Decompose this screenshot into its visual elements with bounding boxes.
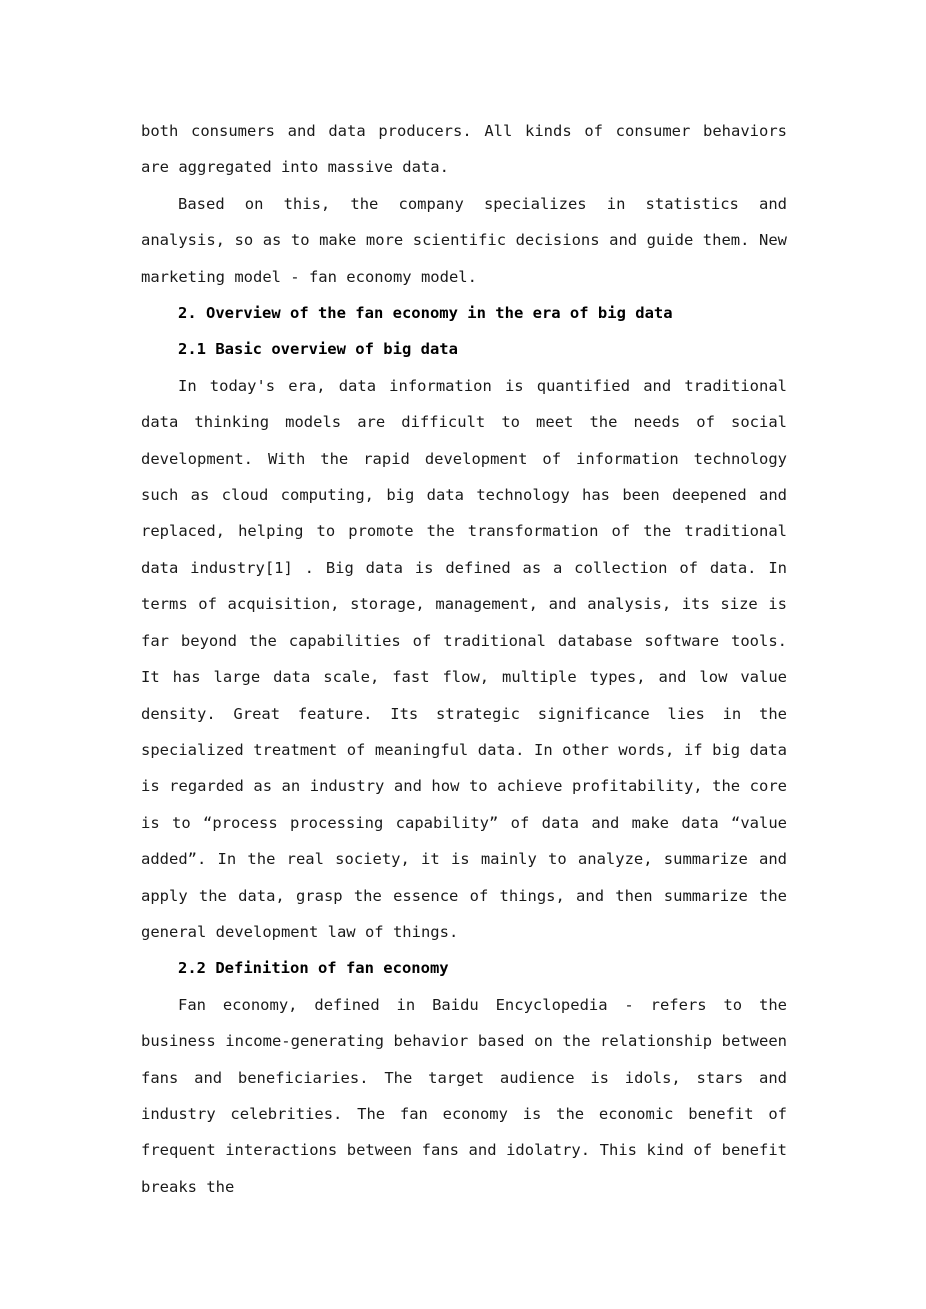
section-heading-2: 2. Overview of the fan economy in the era of big data <box>178 304 673 323</box>
document-body <box>141 113 787 1205</box>
paragraph-big-data-overview: In today's era, data information is quantified and traditional data thinking models are difficult to meet the needs of social development. With the rapid development of information technology such as cloud computing, big data technology has been deepened and replaced, helping to promote the transformation of the traditional data industry[1] . Big data is defined as a collection of data. In terms of acquisition, storage, management, and analysis, its size is far beyond the capabilities of traditional database software tools. It has large data scale, fast flow, multiple types, and low value density. Great feature. Its strategic significance lies in the specialized treatment of meaningful data. In other words, if big data is regarded as an industry and how to achieve profitability, the core is to “process processing capability” of data and make data “value added”. In the real society, it is mainly to analyze, summarize and apply the data, grasp the essence of things, and then summarize the general development law of things. <box>141 376 787 941</box>
subsection-heading-2-1: 2.1 Basic overview of big data <box>178 340 458 359</box>
subsection-heading-2-2: 2.2 Definition of fan economy <box>178 959 449 978</box>
paragraph-based-on-this: Based on this, the company specializes in statistics and analysis, so as to make more scientific decisions and guide them. New marketing model - fan economy model. <box>141 194 787 286</box>
paragraph-fan-economy-definition: Fan economy, defined in Baidu Encyclopedia - refers to the business income-generating behavior based on the relationship between fans and beneficiaries. The target audience is idols, stars and industry celebrities. The fan economy is the economic benefit of frequent interactions between fans and idolatry. This kind of benefit breaks the <box>141 995 787 1196</box>
paragraph-continuation: both consumers and data producers. All kinds of consumer behaviors are aggregated into massive data. <box>141 122 787 177</box>
